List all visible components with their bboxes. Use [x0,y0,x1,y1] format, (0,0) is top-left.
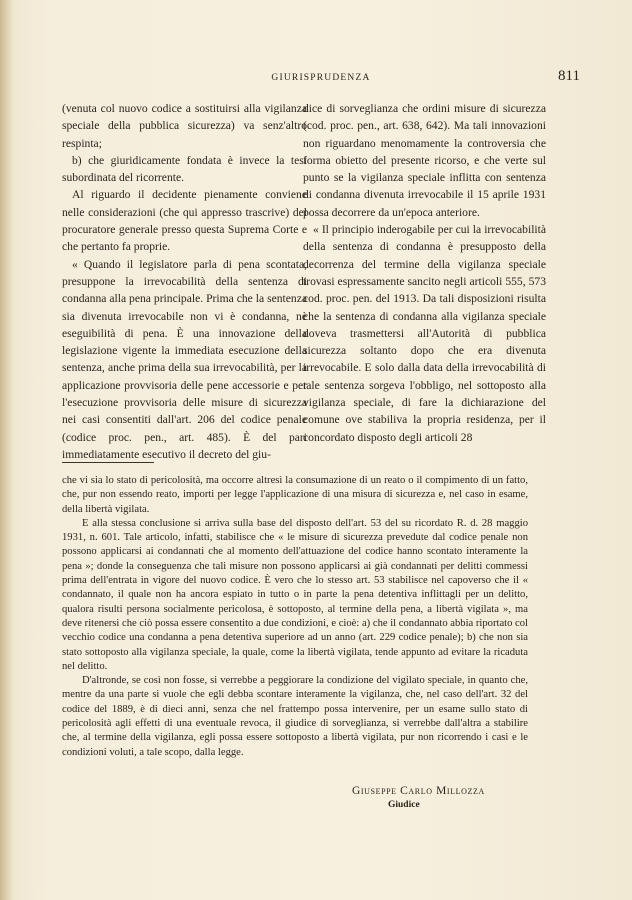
left-column [62,100,307,463]
main-text-columns [62,100,580,461]
paragraph: dice di sorveglianza che ordini misure di sicurezza (cod. proc. pen., art. 638, 642). Ma tali innovazioni non riguardano menomamente la controversia che forma obietto del presente ricorso, e che verte sul punto se la vigilanza speciale inflitta con sentenza di condanna divenuta irrevocabile il 15 aprile 1931 possa decorrere da un'epoca anteriore. [303,102,546,219]
footnote-divider [62,462,154,463]
paragraph: b) che giuridicamente fondata è invece la tesi subordinata del ricorrente. [62,153,307,185]
page-number: 811 [558,68,580,84]
author-name: Giuseppe Carlo Millozza [352,785,485,797]
footnote-section [62,474,528,760]
paragraph: Al riguardo il decidente pienamente conviene nelle considerazioni (che qui appresso trascrive) del procuratore generale presso questa Suprema Corte e che pertanto fa proprie. [62,188,307,254]
page-header [62,68,580,88]
paragraph: (venuta col nuovo codice a sostituirsi alla vigilanza speciale della pubblica sicurezza) va senz'altro respinta; [62,102,307,150]
note-paragraph: che vi sia lo stato di pericolosità, ma occorre altresì la consumazione di un reato o il compimento di un fatto, che, pur non essendo reato, importi per legge l'applicazione di una misura di sicurezza e, nel caso in esame, della libertà vigilata. [62,475,528,515]
paragraph: « Il principio inderogabile per cui la irrevocabilità della sentenza di condanna è presupposto della decorrenza del termine della vigilanza speciale trovasi espressamente sancito negli articoli 555, 573 cod. proc. pen. del 1913. Da tali disposizioni risulta che la sentenza di condanna alla vigilanza speciale doveva trasmettersi all'Autorità di pubblica sicurezza soltanto dopo che era divenuta irrevocabile. E solo dalla data della irrevocabilità di tale sentenza sorgeva l'obbligo, nel sottoposto alla vigilanza speciale, di fare la dichiarazione del comune ove stabiliva la propria residenza, per il concordato disposto degli articoli 28 [303,223,546,444]
paragraph: « Quando il legislatore parla di pena scontata, presuppone la irrevocabilità della sentenza di condanna alla pena principale. Prima che la sentenza sia divenuta irrevocabile non vi è condanna, nè eseguibilità di pena. È una innovazione della legislazione vigente la immediata esecuzione della sentenza, anche prima della sua irrevocabilità, per la applicazione provvisoria delle pene accessorie e per l'esecuzione provvisoria delle misure di sicurezza nei casi consentiti dall'art. 206 del codice penale (codice proc. pen., art. 485). È del pari immediatamente esecutivo il decreto del giu- [62,257,307,461]
author-role: Giudice [388,800,420,810]
right-column [303,100,546,446]
note-paragraph: E alla stessa conclusione si arriva sulla base del disposto dell'art. 53 del su ricordato R. d. 28 maggio 1931, n. 601. Tale articolo, infatti, stabilisce che « le misure di sicurezza prevedute dal codice penale non possono applicarsi ai condannati che al momento dell'attuazione del codice hanno scontato interamente la pena »; donde la conseguenza che tali misure non possono applicarsi ai già condannati per delitti commessi prima dell'entrata in vigore del nuovo codice. È vero che lo stesso art. 53 stabilisce nel capoverso che il « condannato, il quale non ha ancora espiato in tutto o in parte la pena detentiva inflittagli per un delitto, qualora risulti persona socialmente pericolosa, è sottoposto, al termine della pena, a libertà vigilata », ma deve ritenersi che ciò possa essere consentito a due condizioni, e cioè: a) che il condannato abbia riportato col vecchio codice una condanna a pena detentiva superiore ad un anno (art. 229 codice penale); b) che non sia stato sottoposto alla vigilanza speciale, la quale, come la libertà vigilata, tende appunto ad evitare la ricaduta nel delitto. [62,517,528,672]
page-gutter-shadow [0,0,14,900]
running-title: GIURISPRUDENZA [271,73,371,83]
note-paragraph: D'altronde, se così non fosse, si verrebbe a peggiorare la condizione del vigilato speciale, in quanto che, mentre da una parte si vuole che egli debba scontare interamente la vigilanza, che, nel caso dell'art. 32 del codice del 1889, è di dieci anni, senza che nel frattempo possa intervenire, per un esame sullo stato di pericolosità agli effetti di una eventuale revoca, il giudice di sorveglianza, si verrebbe dall'altra a stabilire che, al termine della vigilanza, egli possa essere sottoposto a libertà vigilata, pur non ricorrendo i casi e le condizioni voluti, a tale scopo, dalla legge. [62,675,528,758]
signature-block [352,785,538,810]
